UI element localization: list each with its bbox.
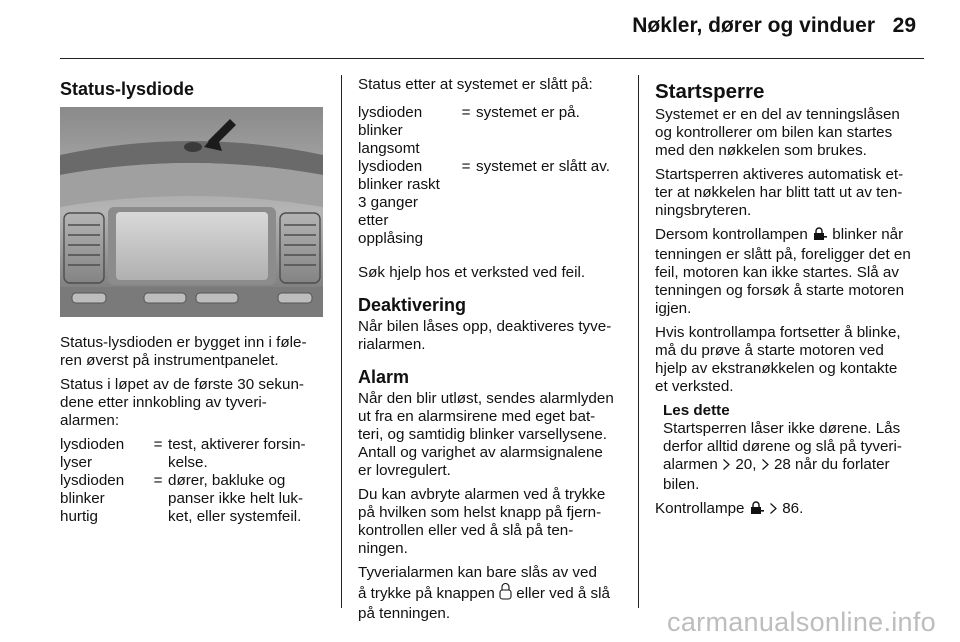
column-1-body — [60, 334, 330, 534]
column-divider-2 — [638, 75, 639, 608]
paragraph-help: Søk hjelp hos et verksted ved feil. — [358, 264, 586, 281]
table-term: lysdioden lyser — [60, 436, 125, 471]
section-heading-immobiliser: Startsperre — [655, 80, 765, 103]
section-heading-alarm: Alarm — [358, 367, 410, 387]
column-1 — [60, 78, 328, 102]
paragraph-status-after: Status etter at systemet er slått på: — [358, 76, 593, 93]
page-number: 29 — [892, 14, 916, 37]
reference-arrow-icon — [769, 502, 778, 520]
lock-key-lamp-icon — [749, 501, 765, 520]
status-table-2 — [358, 104, 630, 248]
paragraph-alarm-cancel: Du kan avbryte alarmen ved å trykke på hvilken som helst knapp på fjern- kontrollen eller ved å slå på ten- ningen. — [358, 486, 606, 557]
section-heading-status-led: Status-lysdiode — [60, 79, 195, 99]
section-heading-deactivation: Deaktivering — [358, 295, 467, 315]
note-title: Les dette — [663, 402, 730, 419]
paragraph-led-location: Status-lysdioden er bygget inn i føle- ren øverst på instrumentpanelet. — [60, 334, 307, 369]
paragraph-lamp-continues: Hvis kontrollampa fortsetter å blinke, må du prøve å starte motoren ved hjelp av ekstranøkkelen og kontakte et verksted. — [655, 324, 901, 395]
table-equals: = — [153, 472, 163, 489]
table-desc: systemet er på. — [476, 104, 580, 121]
table-desc: dører, bakluke og panser ikke helt luk- ket, eller systemfeil. — [168, 472, 304, 525]
reference-arrow-icon — [761, 458, 770, 476]
lock-button-icon — [499, 582, 512, 605]
column-2 — [358, 76, 630, 629]
table-desc: test, aktiverer forsin- kelse. — [168, 436, 306, 471]
table-equals: = — [461, 158, 471, 175]
paragraph-immobiliser-auto: Startsperren aktiveres automatisk et- ter at nøkkelen har blitt tatt ut av ten- ningsbryteren. — [655, 166, 904, 219]
running-header-title: Nøkler, dører og vinduer — [632, 14, 875, 37]
paragraph-alarm-triggered: Når den blir utløst, sendes alarmlyden ut fra en alarmsirene med eget bat- teri, og samtidig blinker varsellysene. Antall og varighet av alarmsignalene er lovregulert. — [358, 390, 614, 479]
table-equals: = — [153, 436, 163, 453]
table-term: lysdioden blinker hurtig — [60, 472, 125, 525]
column-divider-1 — [341, 75, 342, 608]
table-equals: = — [461, 104, 471, 121]
paragraph-control-lamp: Dersom kontrollampen blinker når tenningen er slått på, foreligger det en feil, motoren kan ikke startes. Slå av tenningen og forsøk å starte motoren igjen. — [655, 226, 911, 317]
paragraph-alarm-off: Tyverialarmen kan bare slås av ved å trykke på knappen eller ved å slå på tenningen. — [358, 564, 610, 622]
reference-arrow-icon — [722, 458, 731, 476]
lock-key-lamp-icon — [812, 227, 828, 246]
dashboard-photo — [60, 107, 323, 317]
watermark: carmanualsonline.info — [667, 607, 936, 637]
note-text: Startsperren låser ikke dørene. Lås derfor alltid dørene og slå på tyveri- alarmen 20, 28 når du forlater bilen. — [663, 420, 902, 493]
table-term: lysdioden blinker raskt 3 ganger etter opplåsing — [358, 158, 440, 247]
status-table-1 — [60, 436, 330, 526]
column-3 — [655, 80, 923, 526]
table-desc: systemet er slått av. — [476, 158, 610, 175]
paragraph-lamp-reference: Kontrollampe 86. — [655, 500, 923, 520]
paragraph-deactivation: Når bilen låses opp, deaktiveres tyve- rialarmen. — [358, 318, 612, 353]
table-term: lysdioden blinker langsomt — [358, 104, 423, 157]
header-rule — [60, 58, 924, 59]
paragraph-immobiliser-intro: Systemet er en del av tenningslåsen og kontrollerer om bilen kan startes med den nøkkelen som brukes. — [655, 106, 900, 159]
note-box — [655, 402, 923, 494]
paragraph-status-first-30s: Status i løpet av de første 30 sekun- dene etter innkobling av tyveri- alarmen: — [60, 376, 304, 429]
